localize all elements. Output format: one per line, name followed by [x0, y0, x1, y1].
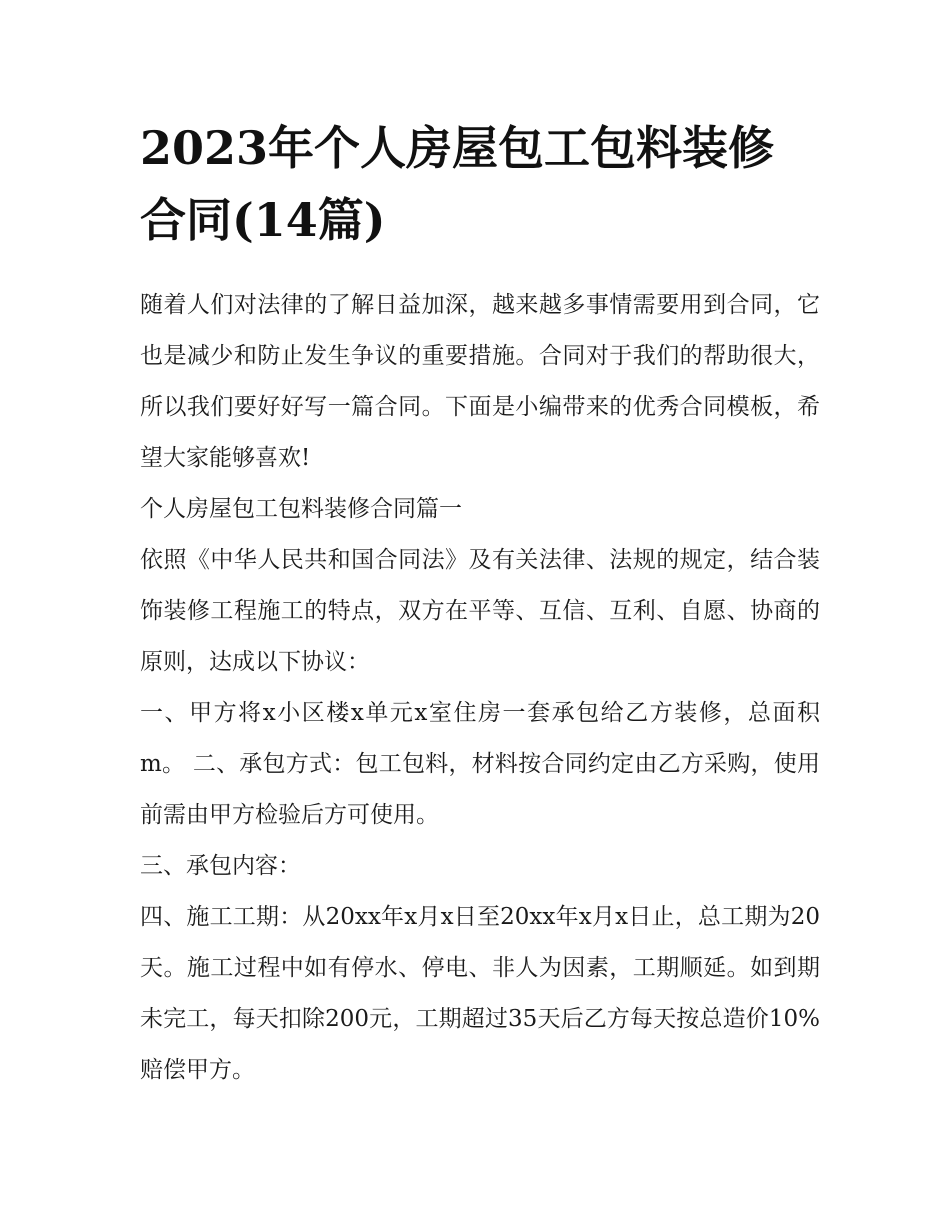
- intro-paragraph: 随着人们对法律的了解日益加深，越来越多事情需要用到合同，它也是减少和防止发生争议的重要措施。合同对于我们的帮助很大，所以我们要好好写一篇合同。下面是小编带来的优秀合同模板，希望大家能够喜欢!: [140, 292, 820, 471]
- section-heading: 个人房屋包工包料装修合同篇一: [140, 496, 462, 522]
- clause-1-2-paragraph: 一、甲方将x小区楼x单元x室住房一套承包给乙方装修，总面积m。 二、承包方式：包工包料，材料按合同约定由乙方采购，使用前需由甲方检验后方可使用。: [140, 700, 820, 828]
- clause-4-paragraph: 四、施工工期：从20xx年x月x日至20xx年x月x日止，总工期为20天。施工过程中如有停水、停电、非人为因素，工期顺延。如到期未完工，每天扣除200元，工期超过35天后乙方每天按总造价10%赔偿甲方。: [140, 904, 820, 1083]
- clause-3-paragraph: 三、承包内容：: [140, 853, 301, 879]
- document-title: 2023年个人房屋包工包料装修合同(14篇): [140, 121, 775, 247]
- document-body: [140, 280, 820, 1096]
- preamble-paragraph: 依照《中华人民共和国合同法》及有关法律、法规的规定，结合装饰装修工程施工的特点，双方在平等、互信、互利、自愿、协商的原则，达成以下协议：: [140, 547, 820, 675]
